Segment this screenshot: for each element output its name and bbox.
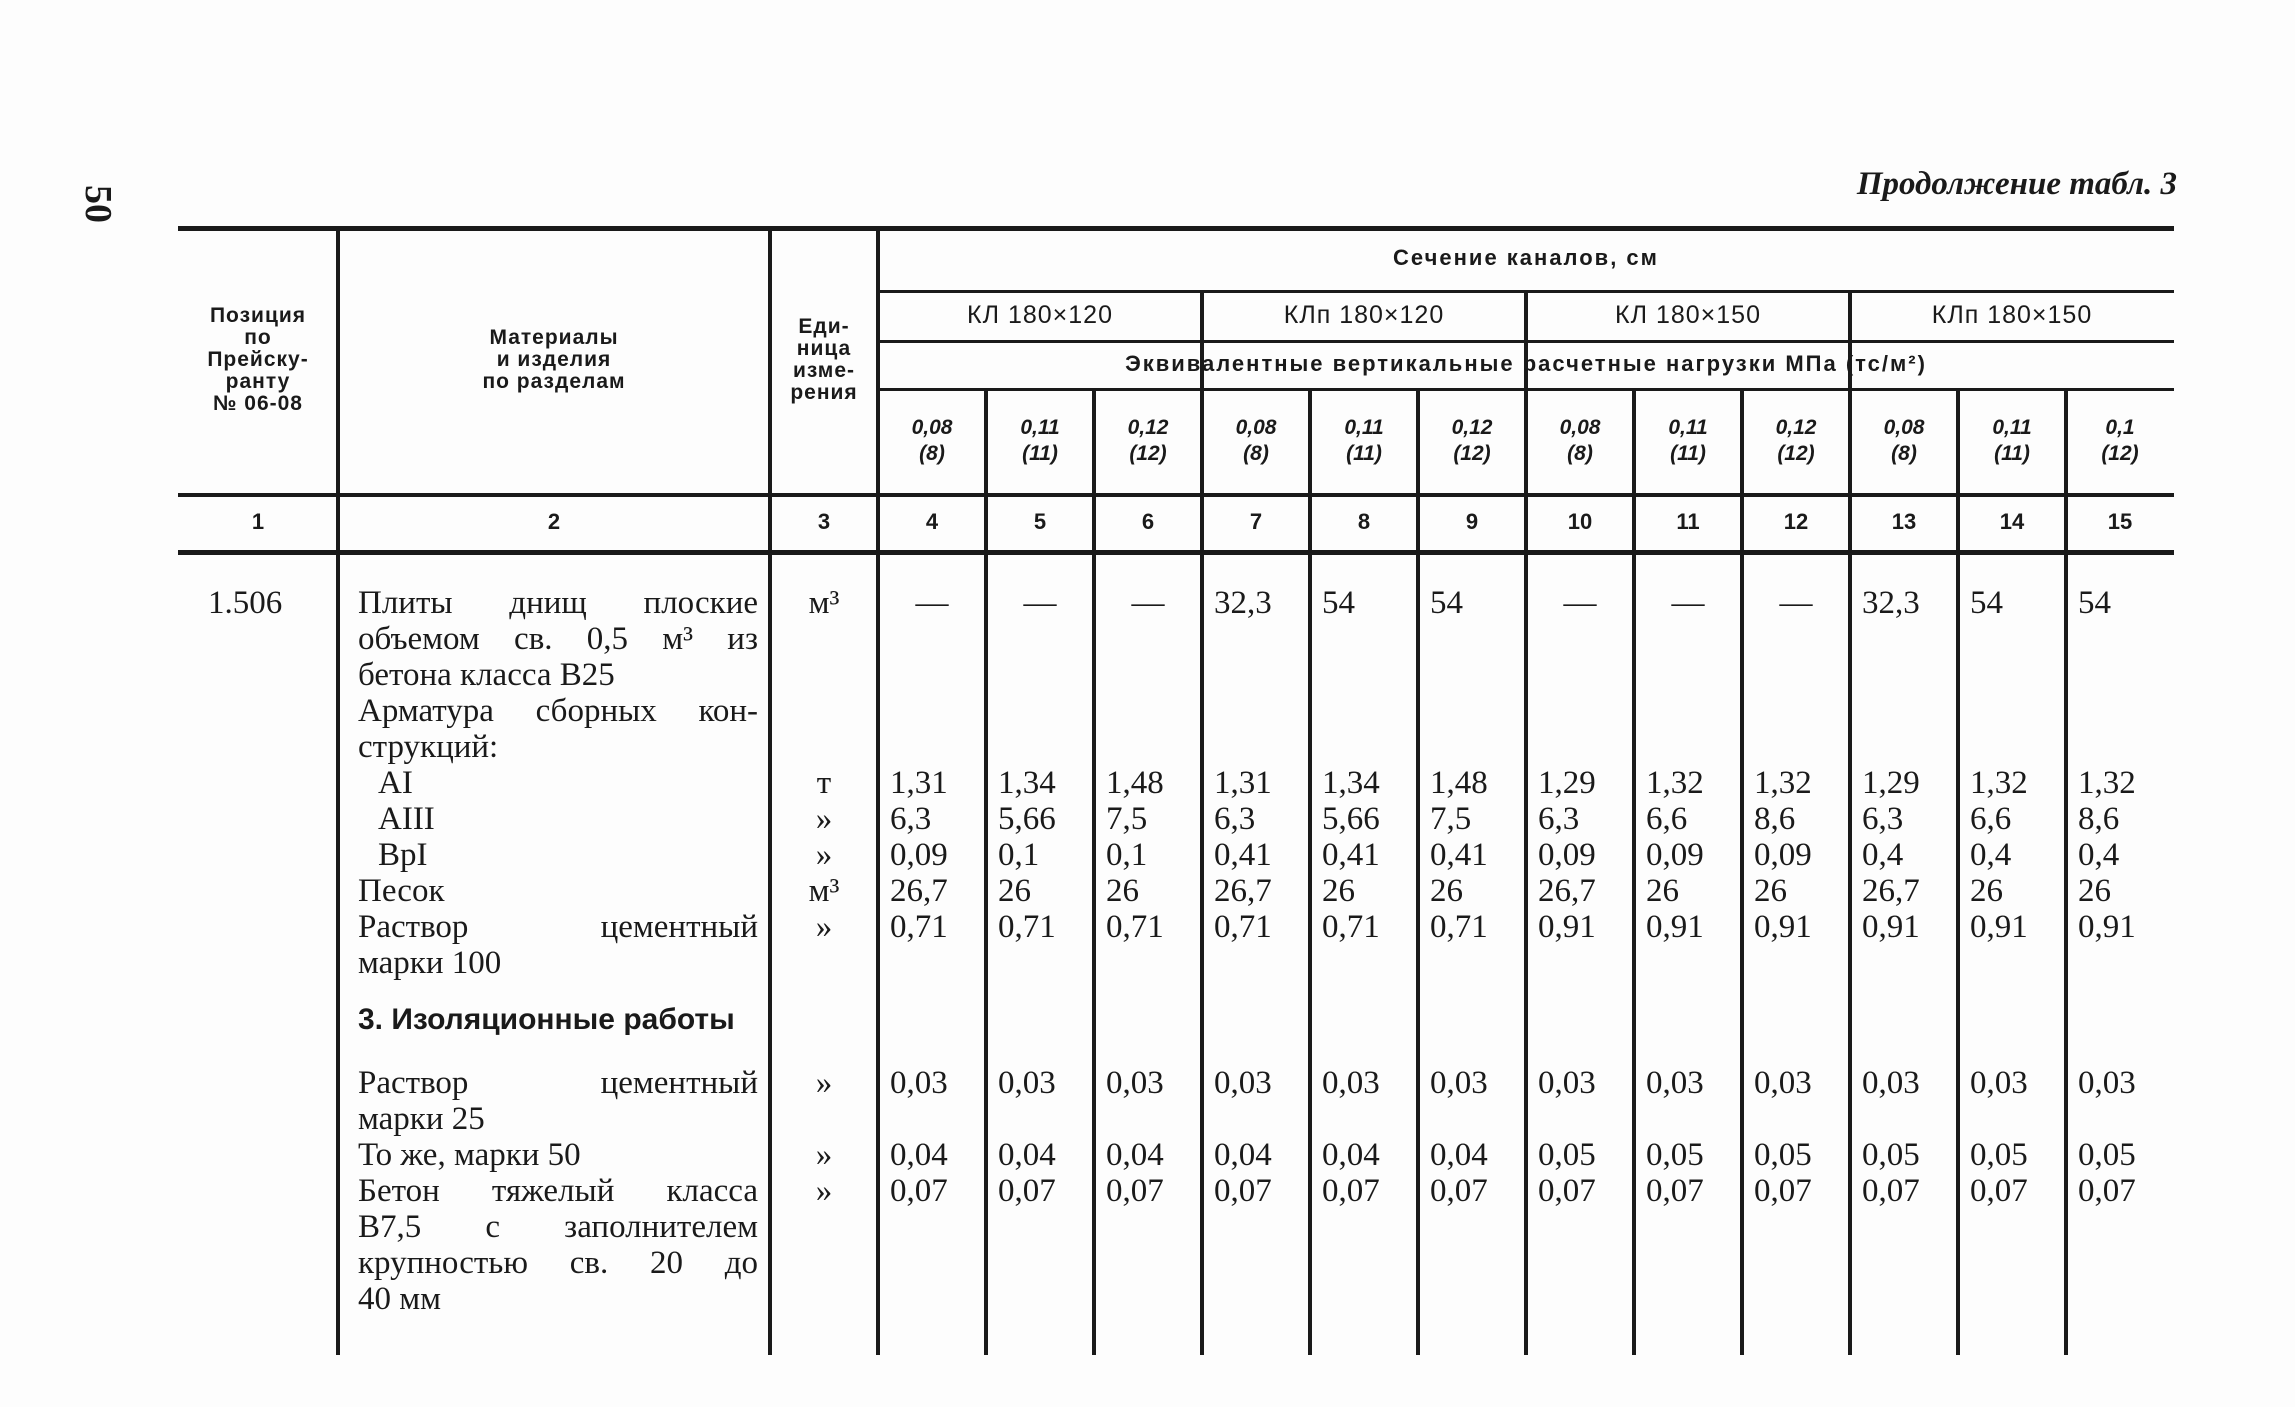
material-line: Арматура сборных кон-	[358, 693, 758, 729]
material-line: AI	[378, 765, 413, 801]
material-line: крупностью св. 20 до	[358, 1245, 758, 1281]
load-tsm: (12)	[1777, 441, 1815, 465]
cell-value: 0,03	[1106, 1065, 1164, 1101]
header-position-line: по	[244, 325, 272, 349]
load-tsm: (11)	[1994, 441, 2030, 465]
header-section-title: Сечение каналов, см	[1393, 245, 1659, 270]
cell-value: 0,41	[1214, 837, 1272, 873]
cell-value: 1,34	[998, 765, 1056, 801]
cell-value: 1,29	[1538, 765, 1596, 801]
column-number: 15	[2107, 508, 2133, 534]
cell-value: 26,7	[890, 873, 948, 909]
cell-value: 1,32	[1646, 765, 1704, 801]
cell-value: 0,07	[2078, 1173, 2136, 1209]
cell-value: 0,03	[1754, 1065, 1812, 1101]
cell-value: 54	[2078, 585, 2111, 621]
cell-value: 0,71	[890, 909, 948, 945]
load-tsm: (8)	[1891, 441, 1917, 465]
unit-value: т	[816, 765, 832, 801]
column-number: 13	[1891, 508, 1917, 534]
column-number: 1	[251, 508, 265, 534]
cell-value: 26	[1970, 873, 2003, 909]
cell-value: 0,07	[1430, 1173, 1488, 1209]
cell-value: 6,6	[1970, 801, 2012, 837]
load-mpa: 0,11	[1668, 415, 1708, 439]
cell-value: 0,05	[2078, 1137, 2136, 1173]
column-number: 12	[1783, 508, 1809, 534]
cell-value: 0,04	[890, 1137, 948, 1173]
header-position-line: Позиция	[209, 303, 307, 327]
cell-value: 8,6	[2078, 801, 2120, 837]
load-mpa: 0,08	[1559, 415, 1601, 439]
cell-value: 0,91	[2078, 909, 2136, 945]
cell-value: 0,07	[890, 1173, 948, 1209]
material-line: Раствор цементный	[358, 1065, 758, 1101]
material-line: В7,5 с заполнителем	[358, 1209, 758, 1245]
cell-value: 0,41	[1322, 837, 1380, 873]
load-tsm: (12)	[1129, 441, 1167, 465]
load-tsm: (11)	[1670, 441, 1706, 465]
column-number: 9	[1465, 508, 1479, 534]
header-load-value	[1418, 388, 1526, 493]
cell-value: 0,05	[1970, 1137, 2028, 1173]
cell-value: 0,03	[2078, 1065, 2136, 1101]
header-unit-line: рения	[790, 380, 858, 404]
cell-value: 8,6	[1754, 801, 1796, 837]
cell-value: 1,32	[1754, 765, 1812, 801]
load-tsm: (8)	[1243, 441, 1269, 465]
cell-value: 0,71	[1214, 909, 1272, 945]
column-number: 4	[925, 508, 939, 534]
cell-value: —	[1563, 585, 1597, 621]
cell-value: 0,05	[1646, 1137, 1704, 1173]
load-mpa: 0,11	[1020, 415, 1060, 439]
material-line: Бетон тяжелый класса	[358, 1173, 758, 1209]
cell-value: —	[1671, 585, 1705, 621]
cell-value: 0,07	[1214, 1173, 1272, 1209]
material-line: Песок	[358, 873, 445, 909]
cell-value: 0,04	[1322, 1137, 1380, 1173]
cell-value: —	[1131, 585, 1165, 621]
cell-value: 32,3	[1214, 585, 1272, 621]
cell-value: 6,3	[890, 801, 932, 837]
unit-value: »	[815, 1137, 833, 1173]
cell-value: —	[1023, 585, 1057, 621]
header-load-value	[1958, 388, 2066, 493]
header-materials-line: по разделам	[482, 369, 626, 393]
cell-value: —	[1779, 585, 1813, 621]
cell-value: 0,04	[1106, 1137, 1164, 1173]
cell-value: 1,48	[1106, 765, 1164, 801]
cell-value: 0,71	[1106, 909, 1164, 945]
cell-value: 0,03	[1646, 1065, 1704, 1101]
load-tsm: (12)	[2101, 441, 2139, 465]
header-unit-line: изме-	[792, 358, 856, 382]
cell-value: 0,07	[1106, 1173, 1164, 1209]
cell-value: 0,91	[1538, 909, 1596, 945]
load-tsm: (12)	[1453, 441, 1491, 465]
load-mpa: 0,12	[1127, 415, 1169, 439]
load-mpa: 0,11	[1992, 415, 2032, 439]
page-number: 50	[77, 185, 119, 223]
load-tsm: (11)	[1022, 441, 1058, 465]
cell-value: 0,71	[1430, 909, 1488, 945]
cell-value: 0,03	[1970, 1065, 2028, 1101]
cell-value: 6,3	[1214, 801, 1256, 837]
material-line: объемом св. 0,5 м³ из	[358, 621, 758, 657]
material-line: марки 100	[358, 945, 502, 981]
cell-value: 0,07	[1538, 1173, 1596, 1209]
unit-value: м³	[808, 585, 840, 621]
cell-value: 0,4	[1970, 837, 2012, 873]
column-number: 5	[1033, 508, 1047, 534]
unit-value: »	[815, 1173, 833, 1209]
column-number: 8	[1357, 508, 1371, 534]
cell-value: 54	[1322, 585, 1355, 621]
cell-value: 0,07	[1970, 1173, 2028, 1209]
cell-value: 7,5	[1106, 801, 1148, 837]
unit-value: »	[815, 801, 833, 837]
cell-value: 1,31	[1214, 765, 1272, 801]
cell-value: 0,07	[998, 1173, 1056, 1209]
column-number: 2	[547, 508, 561, 534]
header-load-value	[1850, 388, 1958, 493]
column-number: 10	[1567, 508, 1593, 534]
cell-value: 0,03	[998, 1065, 1056, 1101]
column-number: 11	[1676, 508, 1700, 534]
header-group-4: КЛп 180×150	[1931, 300, 2093, 329]
header-materials-line: и изделия	[496, 347, 612, 371]
cell-value: 0,03	[1430, 1065, 1488, 1101]
cell-value: 26,7	[1214, 873, 1272, 909]
cell-value: 0,4	[1862, 837, 1904, 873]
cell-value: 26	[2078, 873, 2111, 909]
cell-value: 0,09	[890, 837, 948, 873]
header-materials	[338, 226, 770, 493]
unit-value: »	[815, 1065, 833, 1101]
cell-value: 0,03	[1538, 1065, 1596, 1101]
header-group-1: КЛ 180×120	[967, 300, 1113, 329]
header-unit	[770, 226, 878, 493]
load-mpa: 0,1	[2105, 415, 2135, 439]
section-title: 3. Изоляционные работы	[358, 1003, 735, 1036]
cell-value: 0,03	[890, 1065, 948, 1101]
header-position-line: № 06-08	[213, 391, 303, 415]
load-mpa: 0,12	[1451, 415, 1493, 439]
header-load-value	[878, 388, 986, 493]
header-load-value	[1634, 388, 1742, 493]
material-line: бетона класса В25	[358, 657, 615, 693]
cell-value: 26	[1646, 873, 1679, 909]
cell-value: 1,32	[1970, 765, 2028, 801]
cell-value: 0,91	[1862, 909, 1920, 945]
load-mpa: 0,08	[911, 415, 953, 439]
header-load-value	[1742, 388, 1850, 493]
cell-value: 26	[1754, 873, 1787, 909]
cell-value: 1,29	[1862, 765, 1920, 801]
cell-value: 0,07	[1862, 1173, 1920, 1209]
header-load-value	[1310, 388, 1418, 493]
cell-value: 1,31	[890, 765, 948, 801]
cell-value: 0,03	[1322, 1065, 1380, 1101]
column-number: 7	[1249, 508, 1263, 534]
material-line: струкций:	[358, 729, 499, 765]
cell-value: 5,66	[998, 801, 1056, 837]
table-rule	[178, 550, 2174, 555]
cell-value: 32,3	[1862, 585, 1920, 621]
header-load-value	[1094, 388, 1202, 493]
position-code: 1.506	[208, 585, 283, 621]
cell-value: 0,09	[1538, 837, 1596, 873]
cell-value: 0,04	[998, 1137, 1056, 1173]
load-mpa: 0,12	[1775, 415, 1817, 439]
cell-value: 7,5	[1430, 801, 1472, 837]
cell-value: 0,1	[1106, 837, 1148, 873]
column-number: 3	[817, 508, 831, 534]
cell-value: 0,91	[1970, 909, 2028, 945]
header-position-line: Прейску-	[207, 347, 309, 371]
header-load-value	[1202, 388, 1310, 493]
cell-value: 6,6	[1646, 801, 1688, 837]
load-mpa: 0,08	[1235, 415, 1277, 439]
cell-value: 0,03	[1862, 1065, 1920, 1101]
load-mpa: 0,08	[1883, 415, 1925, 439]
cell-value: 26	[1322, 873, 1355, 909]
column-number: 14	[1999, 508, 2025, 534]
cell-value: 26	[998, 873, 1031, 909]
header-position	[178, 226, 338, 493]
cell-value: 0,05	[1754, 1137, 1812, 1173]
cell-value: 0,04	[1430, 1137, 1488, 1173]
unit-value: »	[815, 909, 833, 945]
header-group-3: КЛ 180×150	[1615, 300, 1761, 329]
load-tsm: (8)	[1567, 441, 1593, 465]
header-load-value	[1526, 388, 1634, 493]
cell-value: 0,07	[1322, 1173, 1380, 1209]
cell-value: 26	[1106, 873, 1139, 909]
header-load-value	[986, 388, 1094, 493]
cell-value: 0,05	[1862, 1137, 1920, 1173]
header-unit-line: Еди-	[798, 314, 850, 338]
continuation-title: Продолжение табл. 3	[1856, 166, 2177, 202]
cell-value: 0,09	[1646, 837, 1704, 873]
header-materials-line: Материалы	[489, 325, 619, 349]
cell-value: 0,1	[998, 837, 1040, 873]
header-position-line: ранту	[225, 369, 291, 393]
cell-value: —	[915, 585, 949, 621]
cell-value: 0,05	[1538, 1137, 1596, 1173]
column-number: 6	[1141, 508, 1155, 534]
cell-value: 1,34	[1322, 765, 1380, 801]
cell-value: 0,04	[1214, 1137, 1272, 1173]
cell-value: 26,7	[1862, 873, 1920, 909]
cell-value: 1,32	[2078, 765, 2136, 801]
cell-value: 0,91	[1646, 909, 1704, 945]
cell-value: 0,71	[998, 909, 1056, 945]
load-tsm: (8)	[919, 441, 945, 465]
header-load-value	[2066, 388, 2174, 493]
material-line: BpI	[378, 837, 428, 873]
header-load-title: Эквивалентные вертикальные расчетные нагрузки МПа (тс/м²)	[1125, 351, 1927, 376]
material-line: Раствор цементный	[358, 909, 758, 945]
cell-value: 0,07	[1646, 1173, 1704, 1209]
header-group-2: КЛп 180×120	[1283, 300, 1445, 329]
cell-value: 0,07	[1754, 1173, 1812, 1209]
load-mpa: 0,11	[1344, 415, 1384, 439]
load-tsm: (11)	[1346, 441, 1382, 465]
cell-value: 0,09	[1754, 837, 1812, 873]
cell-value: 54	[1970, 585, 2003, 621]
cell-value: 1,48	[1430, 765, 1488, 801]
material-line: марки 25	[358, 1101, 485, 1137]
cell-value: 6,3	[1862, 801, 1904, 837]
material-line: AIII	[378, 801, 435, 837]
material-line: То же, марки 50	[358, 1137, 581, 1173]
material-line: 40 мм	[358, 1281, 442, 1317]
cell-value: 54	[1430, 585, 1463, 621]
cell-value: 0,91	[1754, 909, 1812, 945]
cell-value: 0,71	[1322, 909, 1380, 945]
header-unit-line: ница	[796, 336, 852, 360]
material-line: Плиты днищ плоские	[358, 585, 758, 621]
cell-value: 6,3	[1538, 801, 1580, 837]
cell-value: 26	[1430, 873, 1463, 909]
unit-value: м³	[808, 873, 840, 909]
cell-value: 26,7	[1538, 873, 1596, 909]
cell-value: 0,03	[1214, 1065, 1272, 1101]
unit-value: »	[815, 837, 833, 873]
cell-value: 0,4	[2078, 837, 2120, 873]
cell-value: 0,41	[1430, 837, 1488, 873]
cell-value: 5,66	[1322, 801, 1380, 837]
